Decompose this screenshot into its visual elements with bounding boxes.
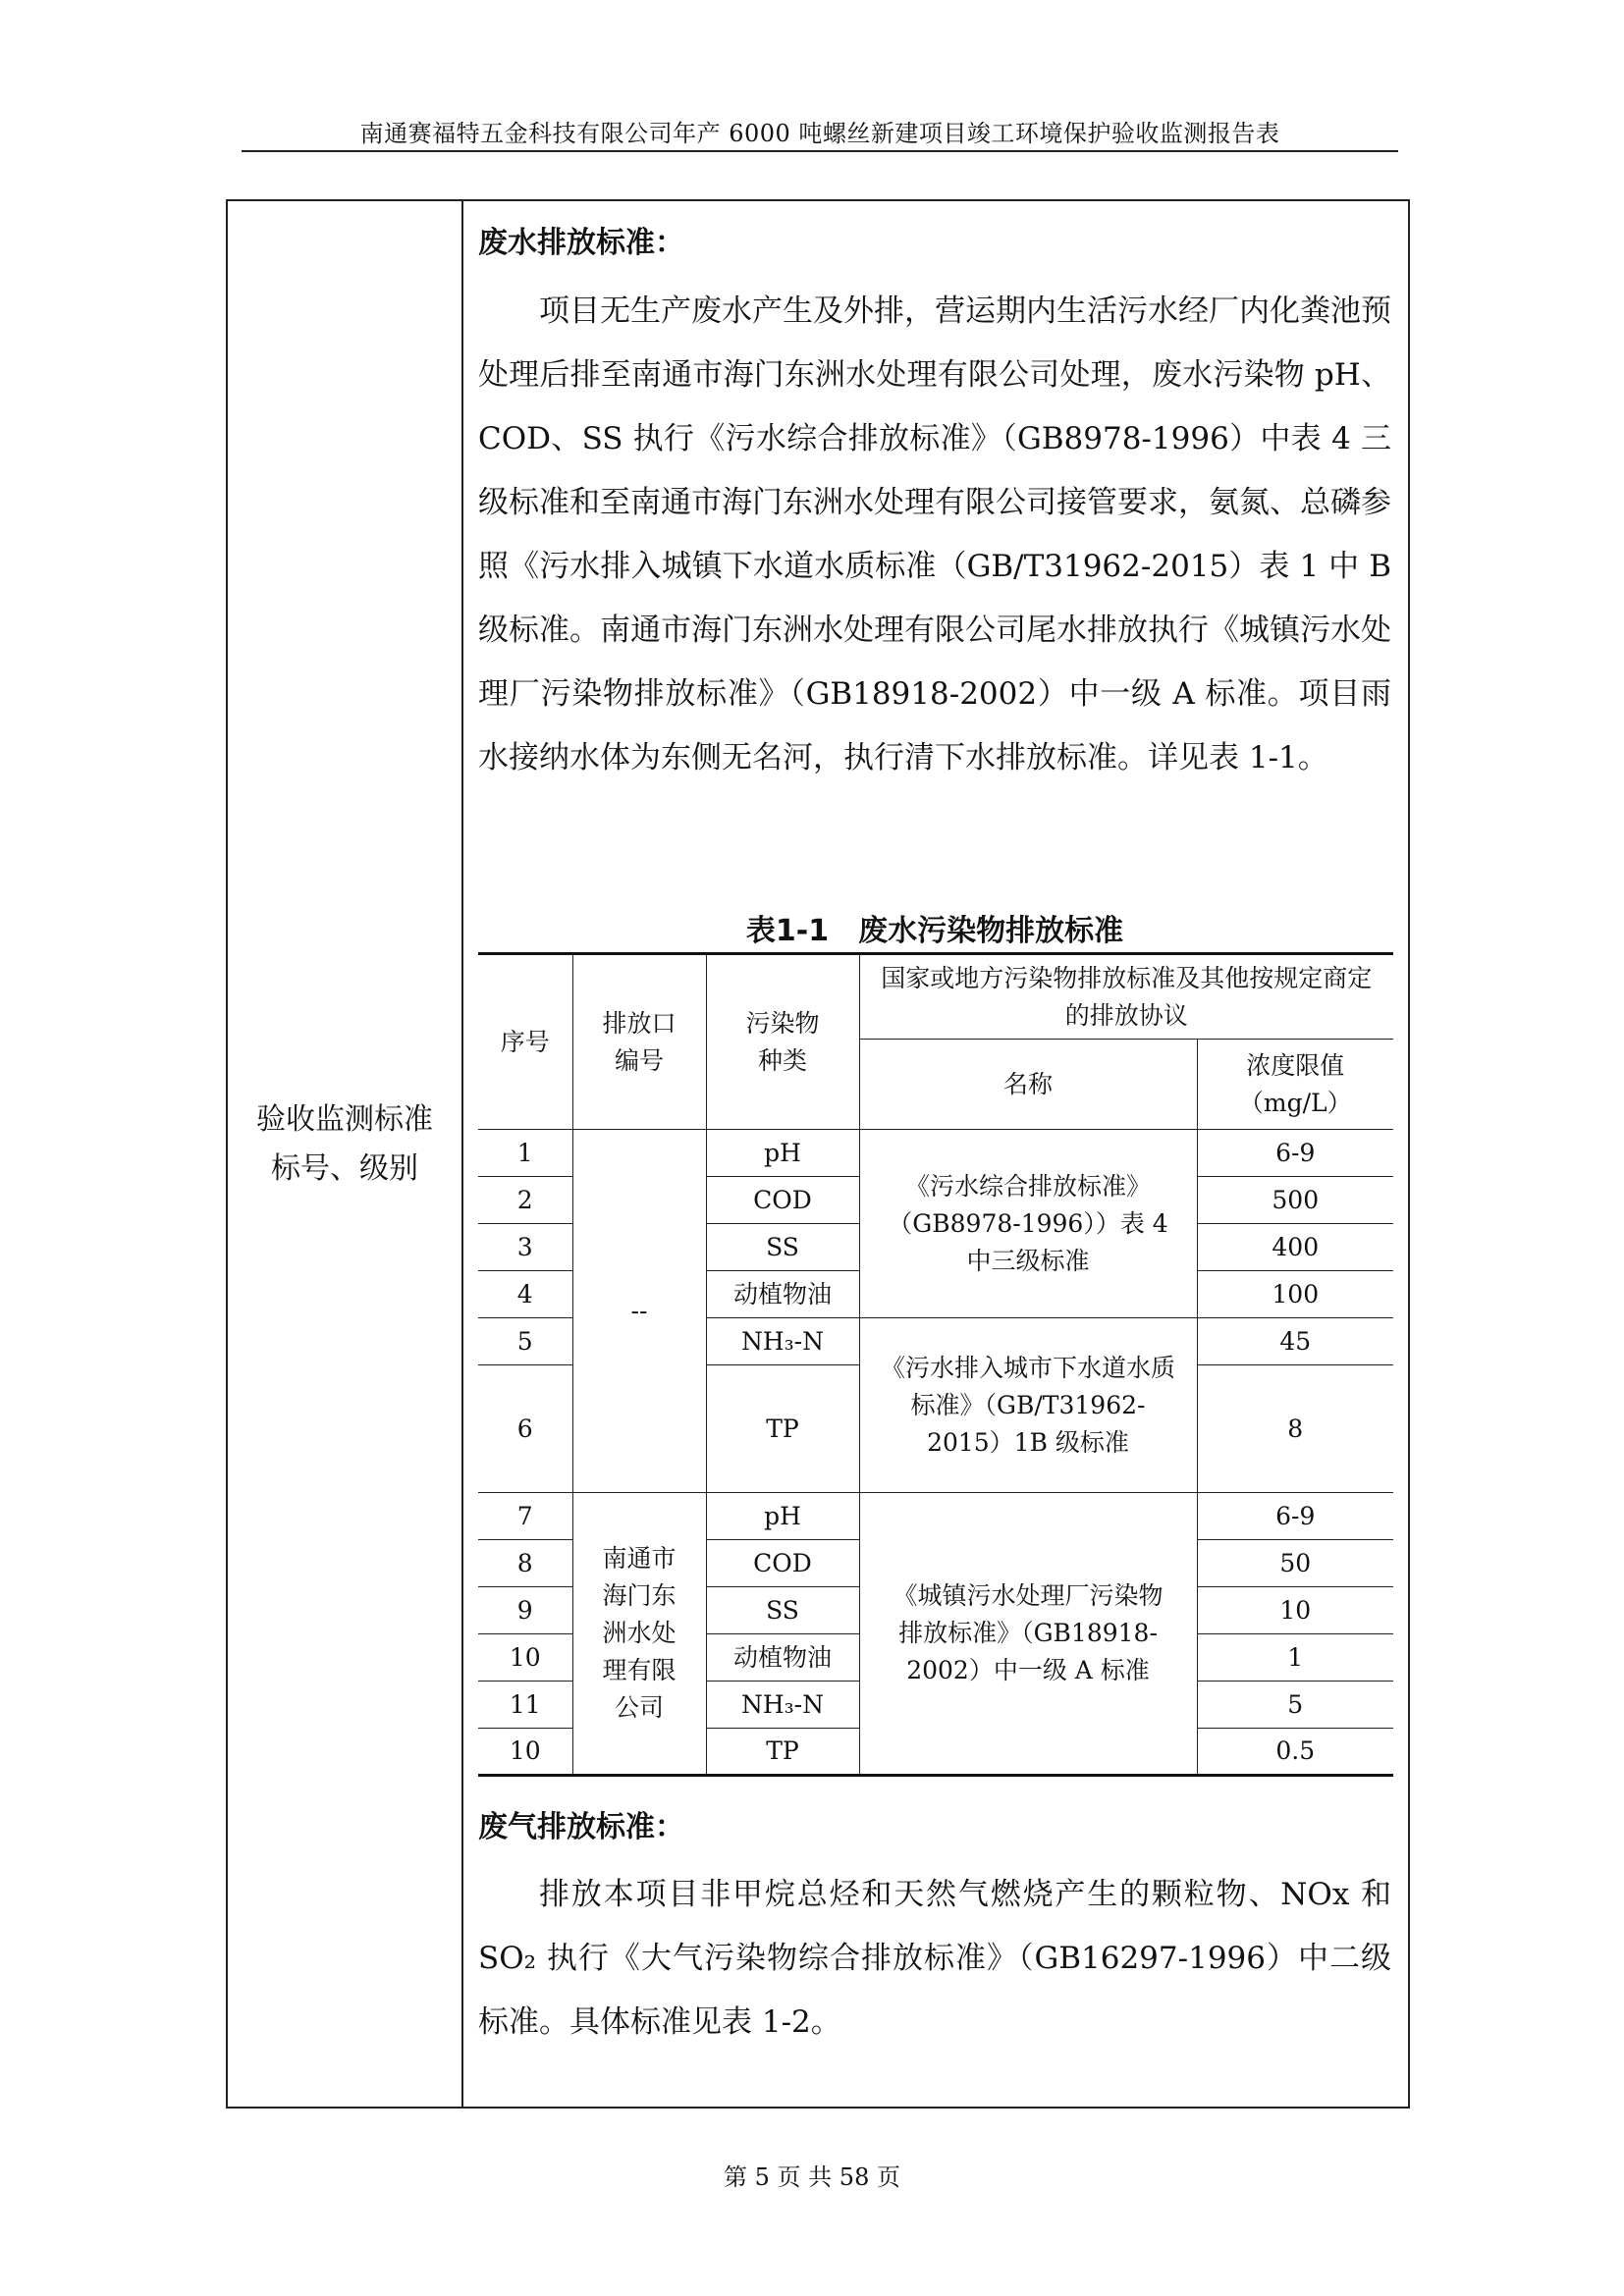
cell-seq: 1	[478, 1130, 572, 1177]
table-row	[478, 1130, 1393, 1177]
cell-pollutant: SS	[706, 1224, 859, 1271]
form-column-divider	[461, 199, 463, 2109]
cell-seq: 8	[478, 1540, 572, 1587]
cell-pollutant: SS	[706, 1587, 859, 1634]
row-label	[228, 1095, 461, 1194]
cell-pollutant: TP	[706, 1365, 859, 1493]
cell-pollutant: NH₃-N	[706, 1318, 859, 1365]
cell-limit: 5	[1197, 1682, 1393, 1729]
cell-pollutant: 动植物油	[706, 1271, 859, 1318]
cell-outlet-group1: --	[572, 1130, 706, 1493]
page-header-title: 南通赛福特五金科技有限公司年产 6000 吨螺丝新建项目竣工环境保护验收监测报告表	[359, 120, 1280, 147]
cell-seq: 2	[478, 1177, 572, 1224]
cell-limit: 6-9	[1197, 1130, 1393, 1177]
header-rule	[242, 150, 1398, 152]
standards-table	[478, 952, 1393, 1777]
cell-pollutant: pH	[706, 1493, 859, 1540]
cell-standard-1: 《污水综合排放标准》（GB8978-1996））表 4 中三级标准	[859, 1130, 1197, 1318]
cell-standard-3: 《城镇污水处理厂污染物排放标准》（GB18918-2002）中一级 A 标准	[859, 1493, 1197, 1776]
wastewater-paragraph: 项目无生产废水产生及外排，营运期内生活污水经厂内化粪池预处理后排至南通市海门东洲水处理有限公司处理，废水污染物 pH、COD、SS 执行《污水综合排放标准》（GB8978-1996）中表 4 三级标准和至南通市海门东洲水处理有限公司接管要求，氨氮、总磷参照《污水排入城镇下水道水质标准（GB/T31962-2015）表 1 中 B 级标准。南通市海门东洲水处理有限公司尾水排放执行《城镇污水处理厂污染物排放标准》（GB18918-2002）中一级 A 标准。项目雨水接纳水体为东侧无名河，执行清下水排放标准。详见表 1-1。	[478, 294, 1391, 775]
cell-seq: 9	[478, 1587, 572, 1634]
exhaust-paragraph: 排放本项目非甲烷总烃和天然气燃烧产生的颗粒物、NOx 和 SO₂ 执行《大气污染物综合排放标准》（GB16297-1996）中二级标准。具体标准见表 1-2。	[478, 1877, 1391, 2040]
cell-standard-2: 《污水排入城市下水道水质标准》（GB/T31962-2015）1B 级标准	[859, 1318, 1197, 1493]
header-limit: 浓度限值（mg/L）	[1197, 1040, 1393, 1130]
cell-seq: 5	[478, 1318, 572, 1365]
page-footer: 第 5 页 共 58 页	[724, 2163, 900, 2191]
header-standard-name: 名称	[859, 1040, 1197, 1130]
cell-seq: 4	[478, 1271, 572, 1318]
header-outlet: 排放口编号	[572, 954, 706, 1130]
cell-seq: 11	[478, 1682, 572, 1729]
cell-pollutant: pH	[706, 1130, 859, 1177]
cell-limit: 50	[1197, 1540, 1393, 1587]
header-seq: 序号	[478, 954, 572, 1130]
wastewater-heading: 废水排放标准：	[478, 226, 684, 260]
cell-limit: 100	[1197, 1271, 1393, 1318]
cell-limit: 45	[1197, 1318, 1393, 1365]
cell-limit: 6-9	[1197, 1493, 1393, 1540]
cell-limit: 10	[1197, 1587, 1393, 1634]
table-row	[478, 1493, 1393, 1540]
cell-seq: 10	[478, 1729, 572, 1776]
cell-limit: 400	[1197, 1224, 1393, 1271]
cell-seq: 7	[478, 1493, 572, 1540]
header-standard-group: 国家或地方污染物排放标准及其他按规定商定的排放协议	[859, 954, 1393, 1040]
cell-pollutant: 动植物油	[706, 1634, 859, 1682]
cell-limit: 500	[1197, 1177, 1393, 1224]
cell-seq: 10	[478, 1634, 572, 1682]
header-pollutant: 污染物种类	[706, 954, 859, 1130]
cell-limit: 1	[1197, 1634, 1393, 1682]
cell-pollutant: NH₃-N	[706, 1682, 859, 1729]
cell-pollutant: TP	[706, 1729, 859, 1776]
row-label-line2: 标号、级别	[271, 1151, 418, 1186]
cell-pollutant: COD	[706, 1177, 859, 1224]
cell-pollutant: COD	[706, 1540, 859, 1587]
cell-outlet-group2: 南通市海门东洲水处理有限公司	[572, 1493, 706, 1776]
table-caption: 表1-1 废水污染物排放标准	[745, 914, 1124, 948]
cell-limit: 0.5	[1197, 1729, 1393, 1776]
cell-seq: 6	[478, 1365, 572, 1493]
cell-seq: 3	[478, 1224, 572, 1271]
exhaust-heading: 废气排放标准：	[478, 1810, 684, 1844]
cell-limit: 8	[1197, 1365, 1393, 1493]
row-label-line1: 验收监测标准	[256, 1102, 433, 1137]
